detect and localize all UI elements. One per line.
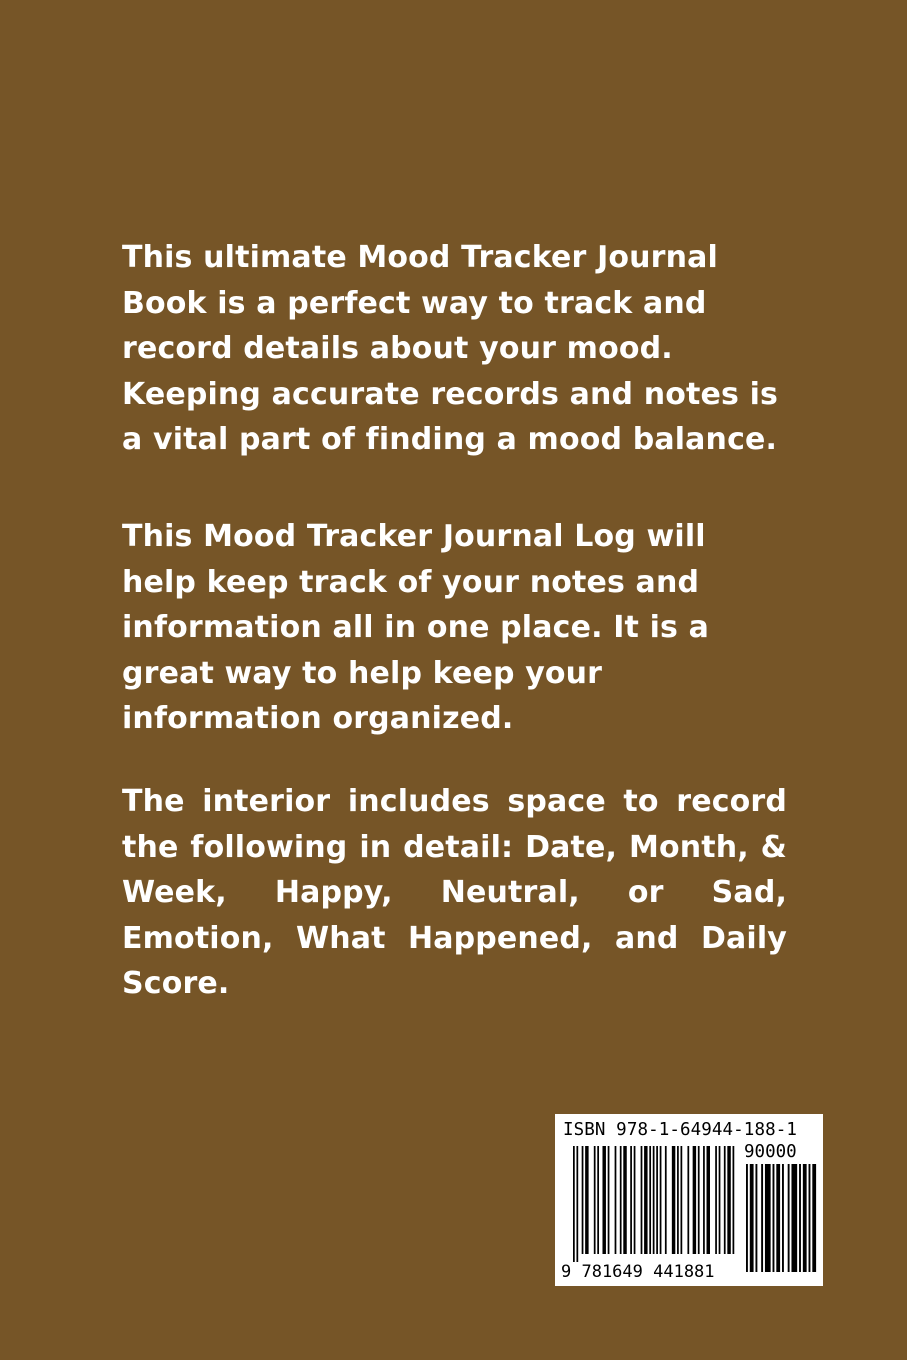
barcode-bar bbox=[693, 1146, 696, 1254]
barcode-bar bbox=[656, 1146, 658, 1254]
barcode-digits: 9 781649 441881 bbox=[561, 1262, 741, 1282]
barcode-bar bbox=[698, 1146, 700, 1254]
isbn-label: ISBN 978-1-64944-188-1 bbox=[563, 1120, 797, 1140]
barcode-bar bbox=[788, 1164, 790, 1272]
barcode-bar bbox=[812, 1164, 816, 1272]
description-paragraph-2: This Mood Tracker Journal Log will help keep track of your notes and information all in one place. It is a great way to help keep your information organized. bbox=[122, 519, 710, 736]
barcode-bar bbox=[776, 1164, 780, 1272]
barcode-bar bbox=[761, 1164, 763, 1272]
barcode-bar bbox=[791, 1164, 797, 1272]
barcode-bar bbox=[687, 1146, 689, 1254]
barcode-bar bbox=[746, 1164, 748, 1272]
description-paragraph-1: This ultimate Mood Tracker Journal Book is a perfect way to track and record details about your mood. Keeping accurate records and notes is a vital part of finding a mood balance. bbox=[122, 240, 779, 457]
barcode-bar bbox=[715, 1146, 717, 1254]
barcode-bar bbox=[649, 1146, 651, 1254]
barcode-bar bbox=[644, 1146, 647, 1254]
barcode-bar bbox=[623, 1146, 626, 1254]
barcode-bar bbox=[672, 1146, 675, 1254]
barcode-addon-bars-icon bbox=[746, 1164, 818, 1280]
barcode-bars-icon bbox=[573, 1146, 736, 1262]
barcode-bar bbox=[630, 1146, 632, 1254]
barcode-bar bbox=[608, 1146, 610, 1254]
barcode-bar bbox=[803, 1164, 807, 1272]
barcode-bar bbox=[733, 1146, 735, 1254]
description-paragraph-3: The interior includes space to record the following in detail: Date, Month, & Week, Happy, Neutral, or Sad, Emotion, What Happened, and Daily Score. bbox=[122, 784, 787, 1001]
barcode-bar bbox=[765, 1164, 771, 1272]
price-code: 90000 bbox=[744, 1142, 797, 1162]
isbn-barcode bbox=[555, 1114, 823, 1286]
barcode-bar bbox=[582, 1146, 584, 1254]
barcode-bar bbox=[660, 1146, 662, 1254]
barcode-bar bbox=[597, 1146, 599, 1254]
barcode-bar bbox=[727, 1146, 730, 1254]
barcode-bar bbox=[681, 1146, 683, 1254]
barcode-bar bbox=[665, 1146, 667, 1254]
barcode-bar bbox=[773, 1164, 775, 1272]
barcode-bar bbox=[719, 1146, 721, 1254]
barcode-bar bbox=[641, 1146, 643, 1254]
barcode-bar bbox=[707, 1146, 710, 1254]
barcode-bar bbox=[634, 1146, 636, 1254]
barcode-bar bbox=[677, 1146, 679, 1254]
barcode-bar bbox=[750, 1164, 754, 1272]
barcode-bar bbox=[576, 1146, 578, 1262]
barcode-bar bbox=[585, 1146, 588, 1254]
barcode-bar bbox=[615, 1146, 617, 1254]
barcode-bar bbox=[724, 1146, 726, 1254]
barcode-bar bbox=[602, 1146, 605, 1254]
barcode-bar bbox=[782, 1164, 784, 1272]
barcode-bar bbox=[620, 1146, 622, 1254]
barcode-bar bbox=[703, 1146, 705, 1254]
barcode-bar bbox=[755, 1164, 757, 1272]
barcode-bar bbox=[594, 1146, 596, 1254]
barcode-bar bbox=[799, 1164, 801, 1272]
barcode-bar bbox=[653, 1146, 655, 1254]
barcode-bar bbox=[573, 1146, 575, 1262]
barcode-bar bbox=[809, 1164, 811, 1272]
